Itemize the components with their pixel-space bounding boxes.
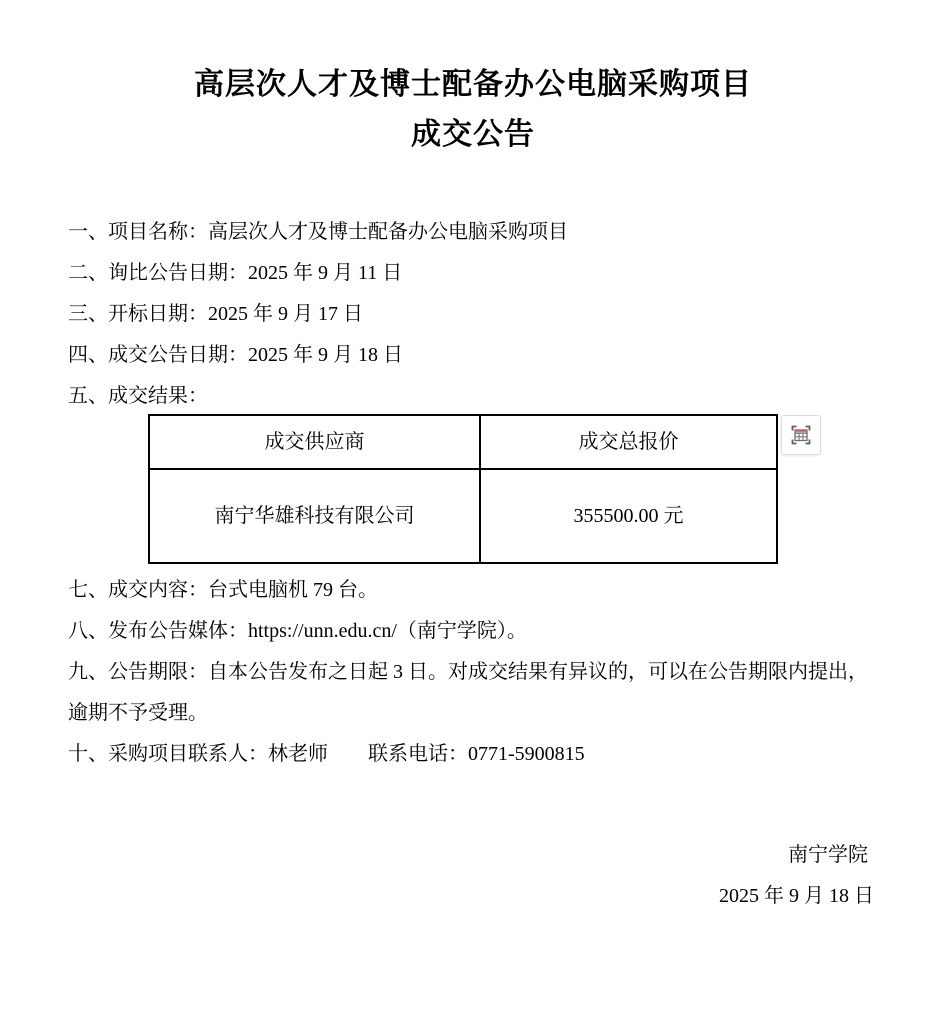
result-table <box>148 414 778 564</box>
document-body <box>68 212 878 775</box>
table-header-supplier: 成交供应商 <box>149 415 480 469</box>
document-title-line1: 高层次人才及博士配备办公电脑采购项目 <box>194 68 752 101</box>
document-title-line2: 成交公告 <box>411 118 535 151</box>
table-header-total-price: 成交总报价 <box>480 415 777 469</box>
table-cell-total-price: 355500.00 元 <box>480 469 777 563</box>
list-item-publish-media: 八、发布公告媒体：https://unn.edu.cn/（南宁学院）。 <box>68 620 527 642</box>
signature-date: 2025 年 9 月 18 日 <box>719 885 874 907</box>
table-capture-button[interactable] <box>781 415 821 455</box>
list-item-contact: 十、采购项目联系人：林老师 联系电话：0771-5900815 <box>68 743 585 765</box>
table-cell-supplier: 南宁华雄科技有限公司 <box>149 469 480 563</box>
list-item-award-notice-date: 四、成交公告日期：2025 年 9 月 18 日 <box>68 344 403 366</box>
table-row <box>149 469 777 563</box>
table-capture-icon <box>788 422 814 448</box>
list-item-project-name: 一、项目名称：高层次人才及博士配备办公电脑采购项目 <box>68 221 568 243</box>
title-block <box>68 60 878 160</box>
list-item-inquiry-notice-date: 二、询比公告日期：2025 年 9 月 11 日 <box>68 262 403 284</box>
signature-block <box>68 835 878 917</box>
list-item-notice-period: 九、公告期限：自本公告发布之日起 3 日。对成交结果有异议的，可以在公告期限内提出，逾期不予受理。 <box>68 661 868 724</box>
table-header-row <box>149 415 777 469</box>
list-item-award-result: 五、成交结果： <box>68 385 208 407</box>
result-table-area <box>148 414 776 564</box>
signature-org: 南宁学院 <box>788 844 868 866</box>
list-item-bid-opening-date: 三、开标日期：2025 年 9 月 17 日 <box>68 303 363 325</box>
list-item-award-content: 七、成交内容：台式电脑机 79 台。 <box>68 579 378 601</box>
